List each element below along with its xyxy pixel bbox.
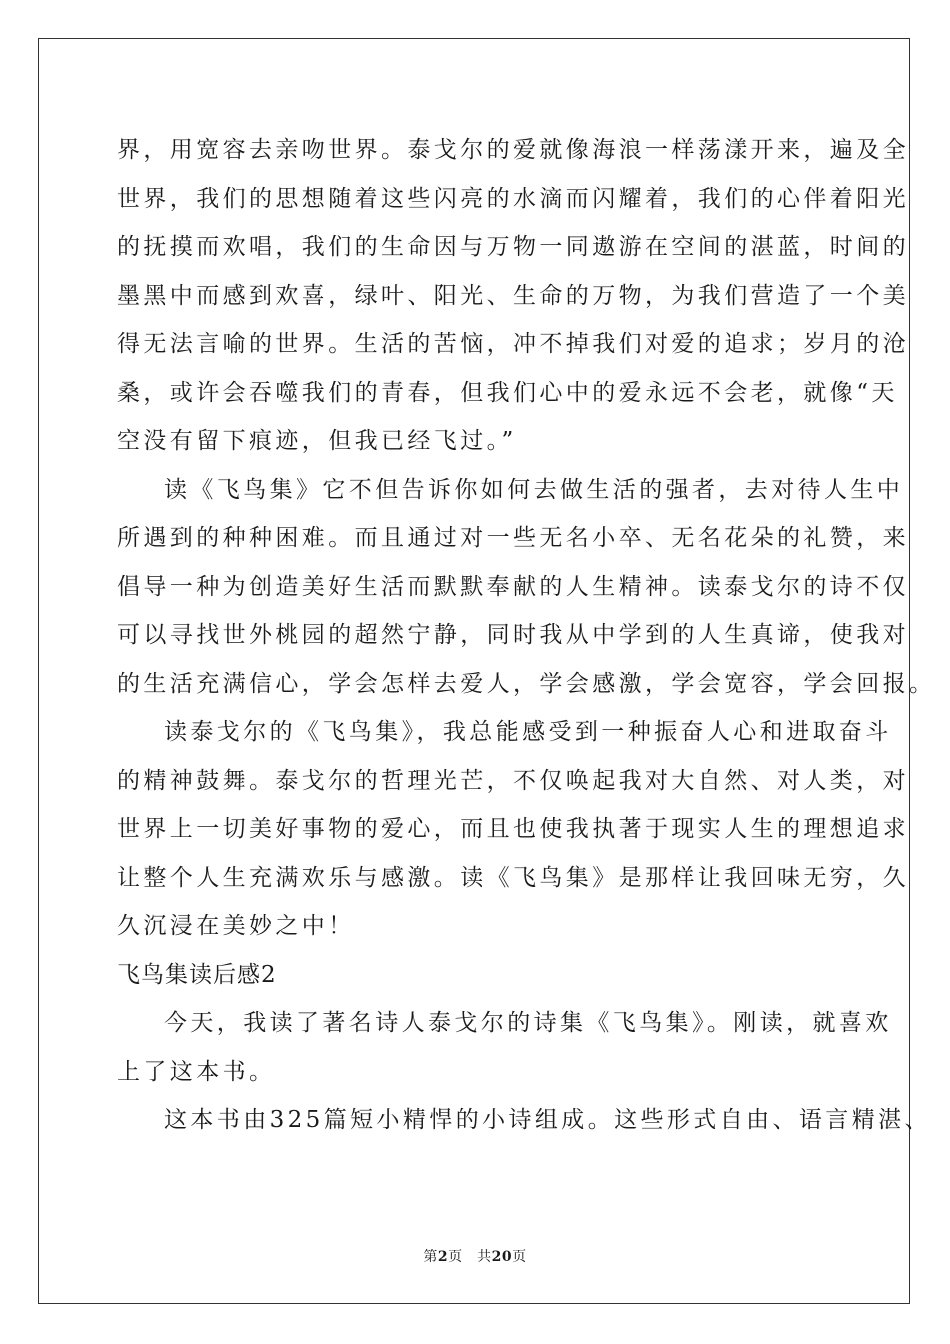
text-line: 的精神鼓舞。泰戈尔的哲理光芒，不仅唤起我对大自然、对人类，对 [117, 767, 909, 794]
text-line: 读《飞鸟集》它不但告诉你如何去做生活的强者，去对待人生中 [164, 476, 904, 503]
text-line: 世界，我们的思想随着这些闪亮的水滴而闪耀着，我们的心伴着阳光 [117, 185, 909, 212]
text-line: 世界上一切美好事物的爱心，而且也使我执著于现实人生的理想追求 [117, 816, 909, 842]
page-suffix: 页 [512, 1249, 527, 1265]
text-line: 墨黑中而感到欢喜，绿叶、阳光、生命的万物，为我们营造了一个美 [117, 282, 909, 309]
section-heading: 飞鸟集读后感2 [117, 961, 277, 988]
document-body [117, 126, 936, 1145]
text-line: 读泰戈尔的《飞鸟集》，我总能感受到一种振奋人心和进取奋斗 [164, 719, 892, 745]
text-line: 今天，我读了著名诗人泰戈尔的诗集《飞鸟集》。刚读，就喜欢 [164, 1010, 892, 1036]
text-line: 上了这本书。 [117, 1058, 276, 1085]
page-total: 20 [491, 1249, 513, 1265]
text-line: 桑，或许会吞噬我们的青春，但我们心中的爱永远不会老，就像“天 [117, 379, 898, 406]
text-line: 倡导一种为创造美好生活而默默奉献的人生精神。读泰戈尔的诗不仅 [117, 573, 909, 600]
text-line: 得无法言喻的世界。生活的苦恼，冲不掉我们对爱的追求；岁月的沧 [117, 331, 909, 357]
page-footer [0, 1246, 950, 1266]
text-line: 所遇到的种种困难。而且通过对一些无名小卒、无名花朵的礼赞，来 [117, 525, 909, 551]
text-line: 空没有留下痕迹，但我已经飞过。” [117, 428, 517, 454]
page-current: 2 [437, 1249, 449, 1265]
text-line: 的抚摸而欢唱，我们的生命因与万物一同遨游在空间的湛蓝，时间的 [117, 234, 909, 260]
text-line: 的生活充满信心，学会怎样去爱人，学会感激，学会宽容，学会回报。 [117, 670, 936, 697]
text-line: 让整个人生充满欢乐与感激。读《飞鸟集》是那样让我回味无穷，久 [117, 864, 909, 891]
text-line: 可以寻找世外桃园的超然宁静，同时我从中学到的人生真谛，使我对 [117, 622, 909, 648]
text-line: 这本书由325篇短小精悍的小诗组成。这些形式自由、语言精湛、 [164, 1107, 931, 1133]
text-line: 界，用宽容去亲吻世界。泰戈尔的爱就像海浪一样荡漾开来，遍及全 [117, 137, 909, 163]
page-prefix: 第 [423, 1249, 438, 1265]
page-mid: 页 共 [448, 1249, 492, 1265]
text-line: 久沉浸在美妙之中！ [117, 913, 355, 939]
